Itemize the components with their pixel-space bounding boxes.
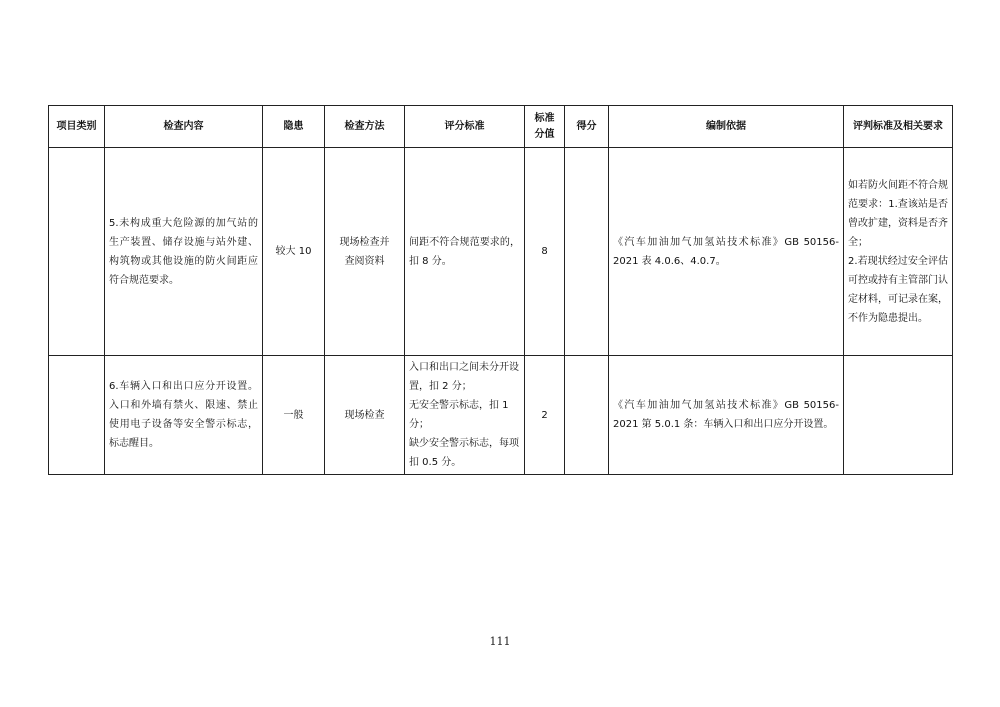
- cell-score: [565, 356, 609, 475]
- cell-requirements: [844, 148, 953, 356]
- page-number: 111: [489, 635, 511, 648]
- table-header-row: [49, 106, 953, 148]
- header-basis: 编制依据: [609, 106, 844, 148]
- cell-score: [565, 148, 609, 356]
- cell-scoring-line1: 入口和出口之间未分开设置，扣 2 分；: [409, 362, 519, 392]
- table-row: [49, 356, 953, 475]
- cell-scoring-line2: 无安全警示标志，扣 1 分；: [409, 400, 509, 430]
- header-method: 检查方法: [325, 106, 405, 148]
- cell-basis: 《汽车加油加气加氢站技术标准》GB 50156-2021 第 5.0.1 条：车辆入口和出口应分开设置。: [609, 356, 844, 475]
- header-score: 得分: [565, 106, 609, 148]
- cell-method-line1: 现场检查并: [339, 236, 390, 248]
- header-category: 项目类别: [49, 106, 105, 148]
- cell-scoring: 间距不符合规范要求的，扣 8 分。: [405, 148, 525, 356]
- cell-requirements-line2: 2.若现状经过安全评估可控或持有主管部门认定材料，可记录在案，不作为隐患提出。: [848, 255, 948, 324]
- cell-standard-score: 2: [525, 356, 565, 475]
- header-content: 检查内容: [105, 106, 263, 148]
- cell-standard-score: 8: [525, 148, 565, 356]
- header-standard-score-line2: 分值: [534, 128, 555, 140]
- cell-method: [325, 356, 405, 475]
- cell-method-line2: 查阅资料: [344, 255, 385, 267]
- header-scoring: 评分标准: [405, 106, 525, 148]
- header-standard-score: [525, 106, 565, 148]
- header-hazard: 隐患: [263, 106, 325, 148]
- cell-category: [49, 148, 105, 356]
- cell-content: 5.未构成重大危险源的加气站的生产装置、储存设施与站外建、构筑物或其他设施的防火间距应符合规范要求。: [105, 148, 263, 356]
- cell-requirements-line1: 如若防火间距不符合规范要求：1.查该站是否曾改扩建，资料是否齐全；: [848, 179, 948, 248]
- cell-basis: 《汽车加油加气加氢站技术标准》GB 50156-2021 表 4.0.6、4.0.7。: [609, 148, 844, 356]
- cell-category: [49, 356, 105, 475]
- cell-scoring: [405, 356, 525, 475]
- header-requirements: 评判标准及相关要求: [844, 106, 953, 148]
- cell-requirements: [844, 356, 953, 475]
- cell-hazard: 一般: [263, 356, 325, 475]
- header-standard-score-line1: 标准: [534, 112, 555, 124]
- cell-content: 6.车辆入口和出口应分开设置。入口和外墙有禁火、限速、禁止使用电子设备等安全警示标志，标志醒目。: [105, 356, 263, 475]
- cell-method: [325, 148, 405, 356]
- cell-scoring-line3: 缺少安全警示标志，每项扣 0.5 分。: [409, 438, 519, 468]
- table-row: [49, 148, 953, 356]
- inspection-table: [48, 105, 953, 475]
- cell-hazard: 较大 10: [263, 148, 325, 356]
- cell-method-line1: 现场检查: [344, 409, 385, 421]
